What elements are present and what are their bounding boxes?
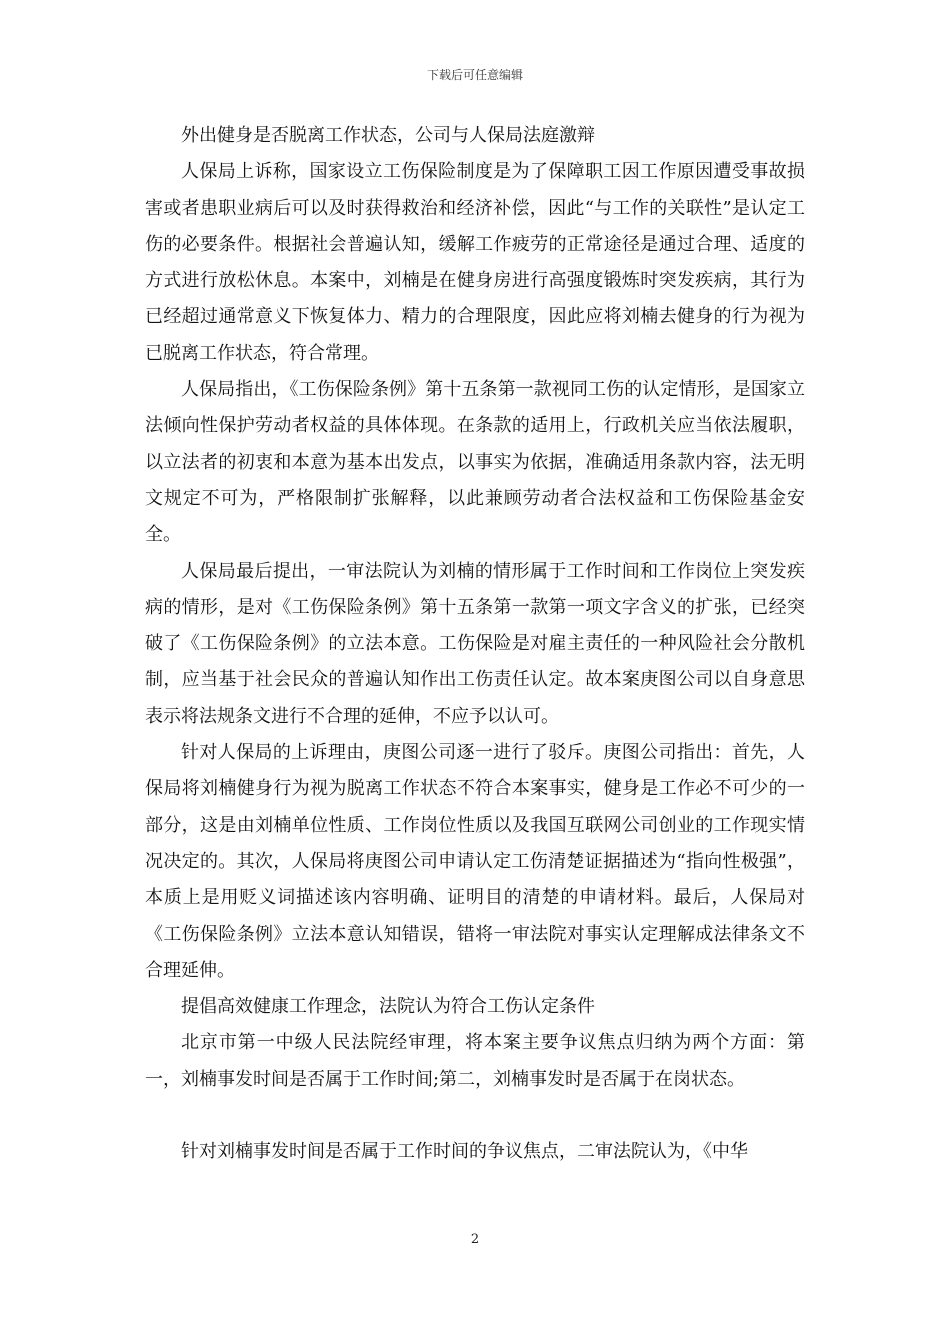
section-heading: 外出健身是否脱离工作状态，公司与人保局法庭激辩 <box>181 125 595 146</box>
paragraph: 人保局上诉称，国家设立工伤保险制度是为了保障职工因工作原因遭受事故损害或者患职业病后可以及时获得救治和经济补偿，因此“与工作的关联性”是认定工伤的必要条件。根据社会普遍认知，缓解工作疲劳的正常途径是通过合理、适度的方式进行放松休息。本案中，刘楠是在健身房进行高强度锻炼时突发疾病，其行为已经超过通常意义下恢复体力、精力的合理限度，因此应将刘楠去健身的行为视为已脱离工作状态，符合常理。 <box>145 161 805 364</box>
paragraph: 人保局最后提出，一审法院认为刘楠的情形属于工作时间和工作岗位上突发疾病的情形，是对《工伤保险条例》第十五条第一款第一项文字含义的扩张，已经突破了《工伤保险条例》的立法本意。工伤保险是对雇主责任的一种风险社会分散机制，应当基于社会民众的普遍认知作出工伤责任认定。故本案庚图公司以自身意思表示将法规条文进行不合理的延伸，不应予以认可。 <box>145 560 805 727</box>
section-heading: 提倡高效健康工作理念，法院认为符合工伤认定条件 <box>181 996 595 1018</box>
blank-line <box>145 1098 805 1134</box>
paragraph: 针对刘楠事发时间是否属于工作时间的争议焦点，二审法院认为，《中华 <box>181 1141 748 1163</box>
paragraph: 针对人保局的上诉理由，庚图公司逐一进行了驳斥。庚图公司指出：首先，人保局将刘楠健身行为视为脱离工作状态不符合本案事实，健身是工作必不可少的一部分，这是由刘楠单位性质、工作岗位性质以及我国互联网公司创业的工作现实情况决定的。其次，人保局将庚图公司申请认定工伤清楚证据描述为“指向性极强”，本质上是用贬义词描述该内容明确、证明目的清楚的申请材料。最后，人保局对《工伤保险条例》立法本意认知错误，错将一审法院对事实认定理解成法律条文不合理延伸。 <box>145 742 805 981</box>
paragraph: 北京市第一中级人民法院经审理，将本案主要争议焦点归纳为两个方面：第一，刘楠事发时间是否属于工作时间;第二，刘楠事发时是否属于在岗状态。 <box>145 1032 805 1090</box>
page-header: 下载后可任意编辑 <box>426 68 523 82</box>
document-body <box>145 118 805 1170</box>
paragraph: 人保局指出，《工伤保险条例》第十五条第一款视同工伤的认定情形，是国家立法倾向性保护劳动者权益的具体体现。在条款的适用上，行政机关应当依法履职，以立法者的初衷和本意为基本出发点，以事实为依据，准确适用条款内容，法无明文规定不可为，严格限制扩张解释，以此兼顾劳动者合法权益和工伤保险基金安全。 <box>145 379 805 546</box>
page-number: 2 <box>470 1232 480 1247</box>
